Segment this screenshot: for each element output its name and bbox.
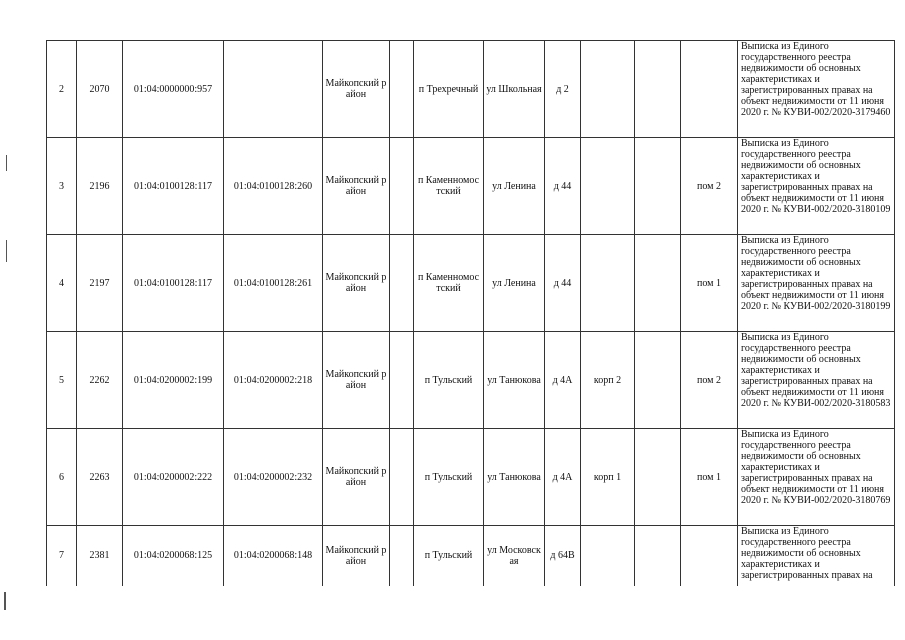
empty-cell-cell (390, 429, 414, 526)
settlement-cell: п Тульский (414, 526, 484, 586)
cadastral-number-2-cell (224, 41, 323, 138)
settlement-cell: п Тульский (414, 332, 484, 429)
row-number-cell: 4 (47, 235, 77, 332)
property-register-table (46, 40, 895, 586)
street-cell: ул Танюкова (484, 429, 545, 526)
scan-mark (6, 155, 7, 171)
object-id-cell: 2381 (77, 526, 123, 586)
street-cell: ул Школьная (484, 41, 545, 138)
house-cell: д 2 (545, 41, 581, 138)
district-cell: Майкопский район (323, 235, 390, 332)
street-cell: ул Ленина (484, 138, 545, 235)
table-row (47, 138, 895, 235)
document-reference-cell: Выписка из Единого государственного реестра недвижимости об основных характеристиках и зарегистрированных правах на объект недвижимости от 11 июня 2020 г. № КУВИ-002/2020-3179460 (738, 41, 895, 138)
cadastral-number-2-cell: 01:04:0100128:261 (224, 235, 323, 332)
building-cell: корп 1 (581, 429, 635, 526)
house-cell: д 4А (545, 429, 581, 526)
district-cell: Майкопский район (323, 526, 390, 586)
empty-cell-cell (390, 332, 414, 429)
table-row (47, 429, 895, 526)
document-reference-cell: Выписка из Единого государственного реестра недвижимости об основных характеристиках и зарегистрированных правах на объект недвижимости от 11 июня 2020 г. № КУВИ-002/2020-3180109 (738, 138, 895, 235)
settlement-cell: п Каменномостский (414, 235, 484, 332)
empty-cell-cell (635, 235, 681, 332)
row-number-cell: 5 (47, 332, 77, 429)
row-number-cell: 7 (47, 526, 77, 586)
house-cell: д 44 (545, 235, 581, 332)
row-number-cell: 2 (47, 41, 77, 138)
cadastral-number-2-cell: 01:04:0200068:148 (224, 526, 323, 586)
cadastral-number-2-cell: 01:04:0200002:232 (224, 429, 323, 526)
room-cell: пом 2 (681, 138, 738, 235)
settlement-cell: п Трехречный (414, 41, 484, 138)
street-cell: ул Танюкова (484, 332, 545, 429)
object-id-cell: 2197 (77, 235, 123, 332)
object-id-cell: 2196 (77, 138, 123, 235)
cadastral-number-cell: 01:04:0100128:117 (123, 138, 224, 235)
object-id-cell: 2262 (77, 332, 123, 429)
empty-cell-cell (635, 41, 681, 138)
empty-cell-cell (635, 526, 681, 586)
object-id-cell: 2070 (77, 41, 123, 138)
settlement-cell: п Тульский (414, 429, 484, 526)
document-reference-cell: Выписка из Единого государственного реестра недвижимости об основных характеристиках и зарегистрированных правах на (738, 526, 895, 586)
cadastral-number-cell: 01:04:0200002:222 (123, 429, 224, 526)
object-id-cell: 2263 (77, 429, 123, 526)
building-cell (581, 41, 635, 138)
empty-cell-cell (635, 332, 681, 429)
building-cell: корп 2 (581, 332, 635, 429)
street-cell: ул Московская (484, 526, 545, 586)
house-cell: д 44 (545, 138, 581, 235)
empty-cell-cell (635, 138, 681, 235)
settlement-cell: п Каменномостский (414, 138, 484, 235)
house-cell: д 4А (545, 332, 581, 429)
row-number-cell: 3 (47, 138, 77, 235)
row-number-cell: 6 (47, 429, 77, 526)
scan-mark (4, 592, 6, 610)
district-cell: Майкопский район (323, 138, 390, 235)
document-reference-cell: Выписка из Единого государственного реестра недвижимости об основных характеристиках и зарегистрированных правах на объект недвижимости от 11 июня 2020 г. № КУВИ-002/2020-3180769 (738, 429, 895, 526)
cadastral-number-cell: 01:04:0100128:117 (123, 235, 224, 332)
room-cell: пом 1 (681, 235, 738, 332)
empty-cell-cell (390, 526, 414, 586)
room-cell: пом 2 (681, 332, 738, 429)
cadastral-number-cell: 01:04:0200002:199 (123, 332, 224, 429)
room-cell (681, 526, 738, 586)
cadastral-number-2-cell: 01:04:0100128:260 (224, 138, 323, 235)
document-reference-cell: Выписка из Единого государственного реестра недвижимости об основных характеристиках и зарегистрированных правах на объект недвижимости от 11 июня 2020 г. № КУВИ-002/2020-3180199 (738, 235, 895, 332)
building-cell (581, 235, 635, 332)
cadastral-number-cell: 01:04:0200068:125 (123, 526, 224, 586)
empty-cell-cell (390, 41, 414, 138)
building-cell (581, 138, 635, 235)
cadastral-number-2-cell: 01:04:0200002:218 (224, 332, 323, 429)
room-cell (681, 41, 738, 138)
building-cell (581, 526, 635, 586)
district-cell: Майкопский район (323, 332, 390, 429)
table-row (47, 41, 895, 138)
cadastral-number-cell: 01:04:0000000:957 (123, 41, 224, 138)
table-row (47, 235, 895, 332)
table-row (47, 332, 895, 429)
room-cell: пом 1 (681, 429, 738, 526)
street-cell: ул Ленина (484, 235, 545, 332)
empty-cell-cell (635, 429, 681, 526)
district-cell: Майкопский район (323, 429, 390, 526)
scan-mark (6, 240, 7, 262)
house-cell: д 64В (545, 526, 581, 586)
empty-cell-cell (390, 138, 414, 235)
table-row (47, 526, 895, 586)
document-reference-cell: Выписка из Единого государственного реестра недвижимости об основных характеристиках и зарегистрированных правах на объект недвижимости от 11 июня 2020 г. № КУВИ-002/2020-3180583 (738, 332, 895, 429)
district-cell: Майкопский район (323, 41, 390, 138)
table-body (47, 41, 895, 586)
empty-cell-cell (390, 235, 414, 332)
